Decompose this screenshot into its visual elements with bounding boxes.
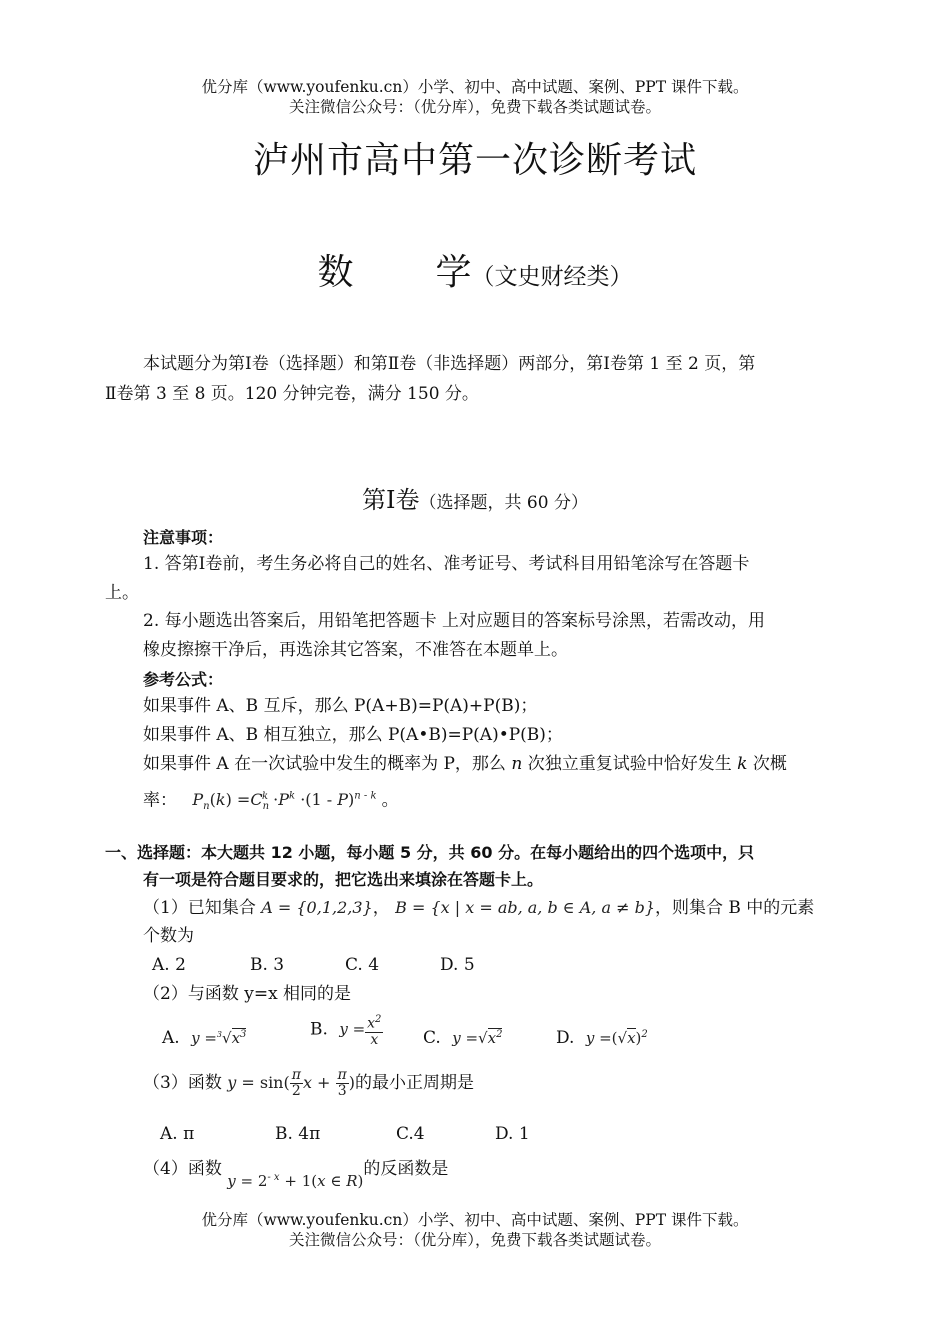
- q4-stem: [143, 1151, 449, 1190]
- q3-option-b: B. 4π: [275, 1124, 321, 1144]
- subject-note: （文史财经类）: [471, 264, 633, 290]
- q4-prefix: （4）函数: [143, 1159, 222, 1179]
- notes-item-2-line-2: 橡皮擦擦干净后，再选涂其它答案，不准答在本题单上。: [143, 640, 568, 660]
- subject-char-2: 学: [435, 252, 472, 293]
- q2-expr-c: $y =√x^2$: [452, 1029, 503, 1047]
- formula-line-3-c: 次概: [747, 754, 787, 774]
- subject-title: [0, 244, 950, 295]
- q4-expr: $y = 2^{- x} + 1(x$ ∈ R): [227, 1172, 364, 1190]
- q2-label-d: D.: [556, 1028, 575, 1048]
- section-heading: [0, 480, 950, 515]
- formula-line-4: [143, 782, 399, 822]
- part1-line-1: 一、选择题：本大题共 12 小题，每小题 5 分，共 60 分。在每小题给出的四个选项中，只: [105, 843, 755, 862]
- q1-set-b: B = {x | x = ab, a, b ∈ A, a ≠ b}: [395, 898, 655, 917]
- footer-line-1: 优分库（www.youfenku.cn）小学、初中、高中试题、案例、PPT 课件下载。: [201, 1211, 749, 1229]
- q1-option-d: D. 5: [440, 955, 475, 975]
- q1-option-c: C. 4: [345, 955, 380, 975]
- q2-option-c: [423, 1020, 502, 1053]
- footer-line-2: 关注微信公众号：（优分库），免费下载各类试题试卷。: [288, 1231, 661, 1249]
- q1-suffix: ，则集合 B 中的元素: [655, 898, 815, 918]
- q1-set-a: A = {0,1,2,3}: [261, 898, 373, 917]
- formula-n: n: [511, 754, 523, 774]
- formula-line-4-label: 率：: [143, 790, 177, 811]
- q1-prefix: （1）已知集合: [143, 898, 256, 918]
- part1-line-2: 有一项是符合题目要求的，把它选出来填涂在答题卡上。: [143, 870, 544, 889]
- q1-line-2: 个数为: [143, 926, 194, 946]
- subject-char-1: 数: [317, 252, 354, 293]
- q2-expr-a: $y =^3√x^3$: [191, 1029, 247, 1047]
- formula-line-3: [143, 750, 787, 779]
- q2-option-a: [162, 1020, 246, 1053]
- q1-option-a: A. 2: [152, 955, 186, 975]
- section-note: （选择题，共 60 分）: [419, 493, 588, 513]
- q1-option-b: B. 3: [250, 955, 285, 975]
- q2-option-d: [556, 1020, 648, 1053]
- formulas-heading: 参考公式：: [143, 670, 224, 689]
- q2-label-c: C.: [423, 1028, 441, 1048]
- section-name: 第Ⅰ卷: [362, 486, 420, 514]
- q3-expr: y = sin( $\frac{\pi}{2}$ x + $\frac{\pi}{3}$ ): [227, 1067, 355, 1099]
- formula-k: k: [737, 754, 748, 774]
- notes-heading: 注意事项：: [143, 528, 224, 547]
- formula-end: 。: [381, 790, 399, 811]
- q3-prefix: （3）函数: [143, 1073, 222, 1093]
- q3-option-d: D. 1: [495, 1124, 530, 1144]
- q1-stem: [143, 893, 814, 923]
- q2-option-b: [310, 1012, 383, 1048]
- formula-line-1: 如果事件 A、B 互斥，那么 P(A+B)=P(A)+P(B)；: [143, 696, 538, 716]
- intro-line-1: 本试题分为第Ⅰ卷（选择题）和第Ⅱ卷（非选择题）两部分，第Ⅰ卷第 1 至 2 页，第: [143, 354, 756, 374]
- q3-option-c: C.4: [396, 1124, 425, 1144]
- q4-suffix: 的反函数是: [363, 1159, 449, 1179]
- notes-item-1-line-1: 1. 答第Ⅰ卷前，考生务必将自己的姓名、准考证号、考试科目用铅笔涂写在答题卡: [143, 554, 750, 574]
- q2-expr-b: y = $\frac{x^2}{x}$: [339, 1014, 382, 1048]
- notes-item-2-line-1: 2. 每小题选出答案后，用铅笔把答题卡 上对应题目的答案标号涂黑，若需改动，用: [143, 611, 766, 631]
- binomial-formula: $P_n(k) =C_n^k \cdot P^k \cdot(1 - P)^{n - k}$: [192, 790, 377, 813]
- q3-option-a: A. π: [160, 1124, 195, 1144]
- header-line-2: 关注微信公众号：（优分库），免费下载各类试题试卷。: [288, 98, 661, 116]
- page-title: 泸州市高中第一次诊断考试: [252, 140, 697, 181]
- formula-line-3-a: 如果事件 A 在一次试验中发生的概率为 P，那么: [143, 754, 512, 774]
- intro-line-2: Ⅱ卷第 3 至 8 页。120 分钟完卷，满分 150 分。: [105, 384, 479, 404]
- formula-line-2: 如果事件 A、B 相互独立，那么 P(A•B)=P(A)•P(B)；: [143, 725, 563, 745]
- q2-label-b: B.: [310, 1019, 328, 1040]
- formula-line-3-b: 次独立重复试验中恰好发生: [522, 754, 738, 774]
- q3-suffix: 的最小正周期是: [355, 1073, 474, 1093]
- q2-label-a: A.: [162, 1028, 180, 1048]
- q3-stem: [143, 1068, 474, 1099]
- header-line-1: 优分库（www.youfenku.cn）小学、初中、高中试题、案例、PPT 课件下载。: [201, 78, 749, 96]
- q1-comma: ，: [372, 898, 390, 918]
- q2-expr-d: $y =(√x)^2$: [585, 1029, 648, 1047]
- q2-stem: （2）与函数 y=x 相同的是: [143, 984, 352, 1004]
- notes-item-1-line-2: 上。: [105, 583, 139, 603]
